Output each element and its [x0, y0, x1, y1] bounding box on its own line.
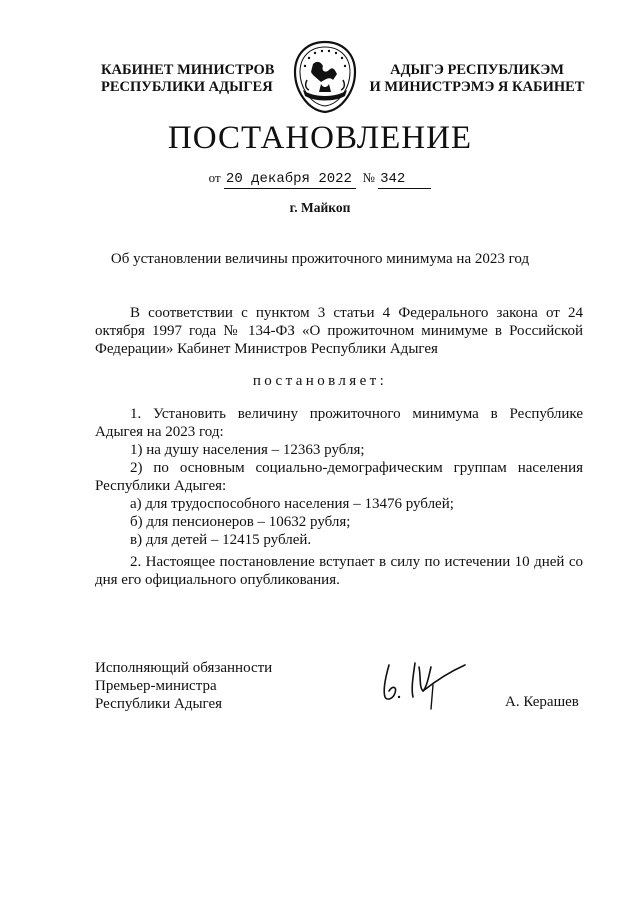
signatory-line-3: Республики Адыгея [95, 696, 223, 712]
number-prefix: № [362, 170, 375, 185]
city: г. Майкоп [289, 200, 351, 215]
item-1-2-a: а) для трудоспособного населения – 13476 рублей; [130, 496, 454, 512]
signer-name: А. Керашев [505, 694, 579, 710]
issuer-adyghe-line-1: АДЫГЭ РЕСПУБЛИКЭМ [390, 62, 564, 78]
signatory-line-1: Исполняющий обязанности [95, 660, 273, 676]
item-1-2-b: б) для пенсионеров – 10632 рубля; [130, 514, 351, 530]
preamble [95, 304, 583, 358]
item-2 [95, 553, 583, 589]
item-1-2-line-2: Республики Адыгея: [95, 478, 227, 494]
preamble-line-3: Федерации» Кабинет Министров Республики Адыгея [95, 341, 438, 357]
item-1-line-2: Адыгея на 2023 год: [95, 424, 224, 440]
item-1-line-1: 1. Установить величину прожиточного минимума в Республике [130, 406, 583, 422]
resolution-items [95, 405, 583, 549]
resolves-heading: постановляет: [252, 373, 388, 389]
document-date: 20 декабря 2022 [224, 171, 356, 189]
issuer-line-2: РЕСПУБЛИКИ АДЫГЕЯ [101, 79, 273, 95]
preamble-line-2: октября 1997 года № 134-ФЗ «О прожиточном минимуме в Российской [95, 323, 583, 339]
item-1-2-c: в) для детей – 12415 рублей. [130, 532, 312, 548]
item-2-line-2: дня его официального опубликования. [95, 572, 340, 588]
document-title: ПОСТАНОВЛЕНИЕ [167, 120, 473, 156]
date-prefix: от [208, 170, 221, 185]
date-number-line [0, 170, 640, 187]
issuer-line-1: КАБИНЕТ МИНИСТРОВ [101, 62, 275, 78]
signatory-line-2: Премьер-министра [95, 678, 217, 694]
preamble-line-1: В соответствии с пунктом 3 статьи 4 Федерального закона от 24 [130, 305, 583, 321]
item-2-line-1: 2. Настоящее постановление вступает в силу по истечении 10 дней со [130, 554, 583, 570]
document-subject: Об установлении величины прожиточного минимума на 2023 год [110, 251, 530, 267]
handwritten-signature-icon [375, 657, 470, 713]
issuer-name-adyghe [368, 62, 586, 96]
document-number: 342 [378, 171, 431, 189]
signatory-position [95, 659, 272, 713]
item-1-1: 1) на душу населения – 12363 рубля; [130, 442, 365, 458]
issuer-name-russian [101, 62, 275, 96]
issuer-adyghe-line-2: И МИНИСТРЭМЭ Я КАБИНЕТ [369, 79, 585, 95]
item-1-2-line-1: 2) по основным социально-демографическим группам населения [130, 460, 583, 476]
republic-of-adygea-coat-of-arms-icon [291, 40, 359, 114]
